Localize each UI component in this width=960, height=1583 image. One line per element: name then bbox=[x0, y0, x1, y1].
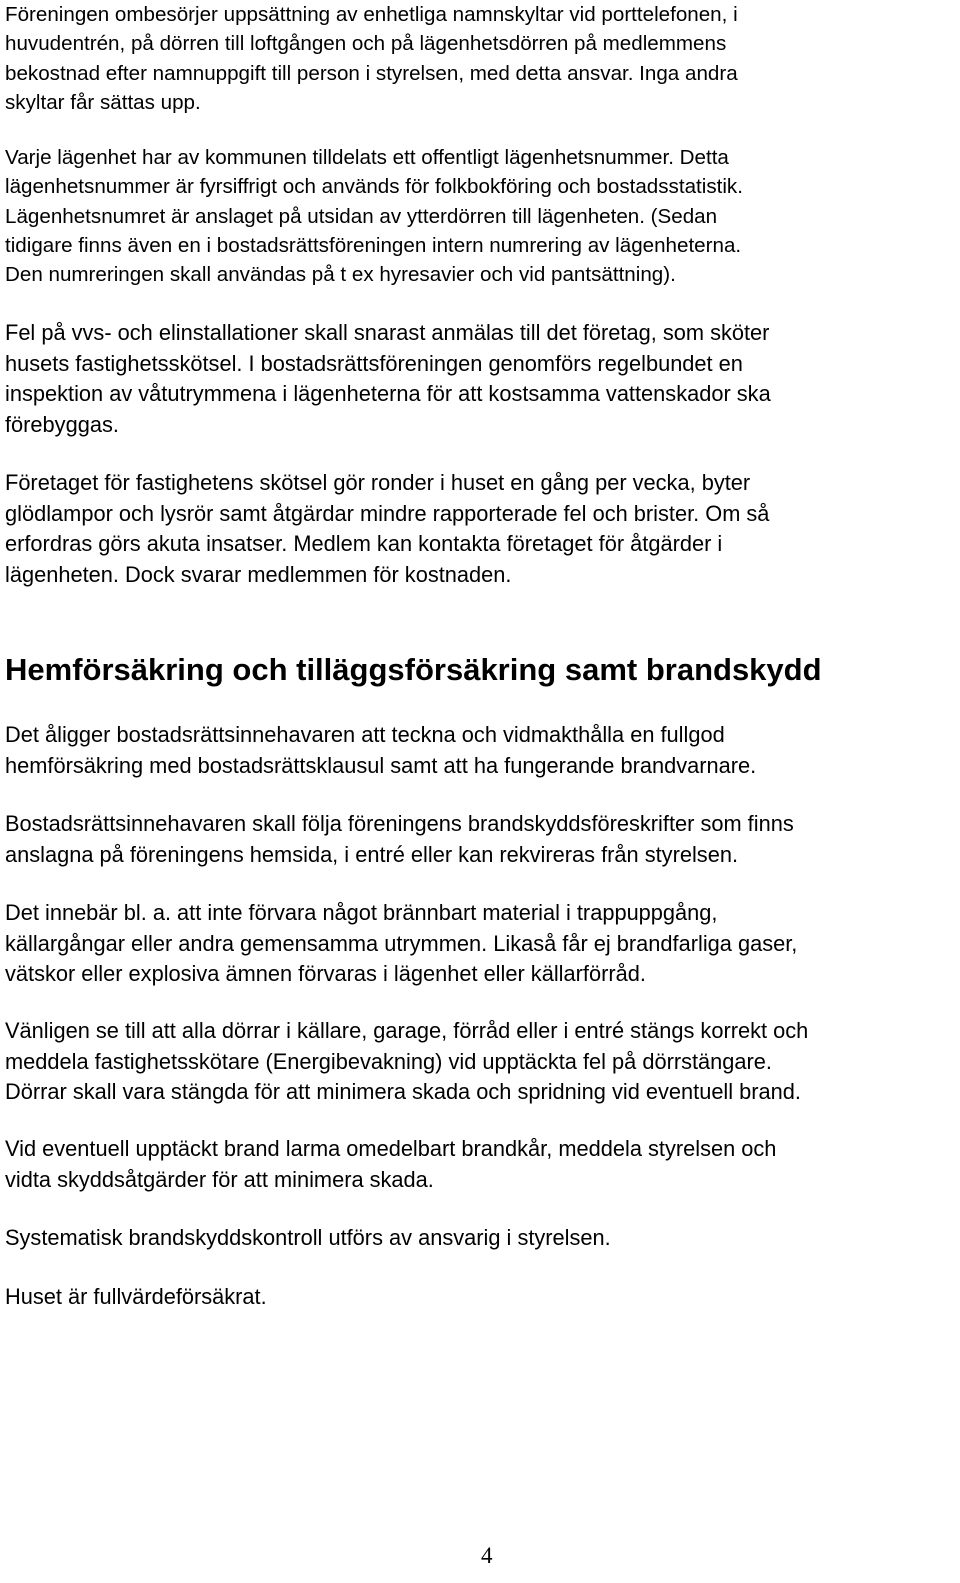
paragraph-fullvardeforsakrat bbox=[5, 1282, 267, 1313]
paragraph-lagenhetsnummer bbox=[5, 143, 743, 289]
text-line: Den numreringen skall användas på t ex hyresavier och vid pantsättning). bbox=[5, 263, 676, 287]
text-line: lägenhetsnummer är fyrsiffrigt och används för folkbokföring och bostadsstatistik. bbox=[5, 175, 743, 199]
text-line: Det åligger bostadsrättsinnehavaren att teckna och vidmakthålla en fullgod bbox=[5, 722, 725, 747]
text-line: Dörrar skall vara stängda för att minimera skada och spridning vid eventuell brand. bbox=[5, 1079, 801, 1104]
text-line: källargångar eller andra gemensamma utrymmen. Likaså får ej brandfarliga gaser, bbox=[5, 930, 798, 956]
paragraph-brannbart-material bbox=[5, 898, 797, 990]
text-line: Lägenhetsnumret är anslaget på utsidan av ytterdörren till lägenheten. (Sedan bbox=[5, 204, 718, 228]
paragraph-brandskyddsforeskrifter bbox=[5, 809, 794, 870]
text-line: hemförsäkring med bostadsrättsklausul samt att ha fungerande brandvarnare. bbox=[5, 752, 757, 778]
text-line: inspektion av våtutrymmena i lägenheterna för att kostsamma vattenskador ska bbox=[5, 381, 771, 406]
section-heading: Hemförsäkring och tilläggsförsäkring samt brandskydd bbox=[5, 652, 822, 687]
text-line: Föreningen ombesörjer uppsättning av enhetliga namnskyltar vid porttelefonen, i bbox=[5, 3, 738, 26]
text-line: glödlampor och lysrör samt åtgärdar mindre rapporterade fel och brister. Om så bbox=[5, 500, 770, 526]
text-line: lägenheten. Dock svarar medlemmen för kostnaden. bbox=[5, 561, 512, 587]
paragraph-felanmalan bbox=[5, 318, 771, 440]
text-line: meddela fastighetsskötare (Energibevakning) vid upptäckta fel på dörrstängare. bbox=[5, 1048, 772, 1074]
text-line: skyltar får sättas upp. bbox=[5, 90, 201, 114]
text-line: husets fastighetsskötsel. I bostadsrättsföreningen genomförs regelbundet en bbox=[5, 350, 743, 376]
document-page bbox=[5, 0, 960, 1583]
text-line: bekostnad efter namnuppgift till person i styrelsen, med detta ansvar. Inga andra bbox=[5, 61, 738, 85]
paragraph-namnskyltar bbox=[5, 0, 738, 117]
page-number: 4 bbox=[481, 1543, 493, 1568]
paragraph-brandskyddskontroll bbox=[5, 1223, 611, 1254]
text-line: huvudentrén, på dörren till loftgången och på lägenhetsdörren på medlemmens bbox=[5, 32, 727, 56]
text-line: tidigare finns även en i bostadsrättsföreningen intern numrering av lägenheterna. bbox=[5, 233, 742, 257]
text-line: Varje lägenhet har av kommunen tilldelats ett offentligt lägenhetsnummer. Detta bbox=[5, 146, 729, 169]
text-line: Vänligen se till att alla dörrar i källare, garage, förråd eller i entré stängs korrekt och bbox=[5, 1018, 809, 1043]
text-line: vidta skyddsåtgärder för att minimera skada. bbox=[5, 1166, 434, 1192]
paragraph-dorrar bbox=[5, 1016, 808, 1108]
text-line: Systematisk brandskyddskontroll utförs av ansvarig i styrelsen. bbox=[5, 1225, 611, 1250]
paragraph-fastighetsskotsel bbox=[5, 468, 769, 590]
text-line: anslagna på föreningens hemsida, i entré eller kan rekvireras från styrelsen. bbox=[5, 841, 739, 867]
text-line: Huset är fullvärdeförsäkrat. bbox=[5, 1284, 267, 1309]
text-line: Vid eventuell upptäckt brand larma omedelbart brandkår, meddela styrelsen och bbox=[5, 1136, 777, 1161]
text-line: Bostadsrättsinnehavaren skall följa föreningens brandskyddsföreskrifter som finns bbox=[5, 811, 794, 836]
text-line: Det innebär bl. a. att inte förvara något brännbart material i trappuppgång, bbox=[5, 900, 718, 925]
text-line: Företaget för fastighetens skötsel gör ronder i huset en gång per vecka, byter bbox=[5, 470, 751, 495]
text-line: förebyggas. bbox=[5, 411, 119, 437]
text-line: vätskor eller explosiva ämnen förvaras i lägenhet eller källarförråd. bbox=[5, 961, 646, 986]
paragraph-hemforsakring bbox=[5, 720, 756, 781]
text-line: erfordras görs akuta insatser. Medlem kan kontakta företaget för åtgärder i bbox=[5, 531, 723, 556]
paragraph-brand-larm bbox=[5, 1134, 776, 1195]
text-line: Fel på vvs- och elinstallationer skall snarast anmälas till det företag, som sköter bbox=[5, 320, 770, 345]
